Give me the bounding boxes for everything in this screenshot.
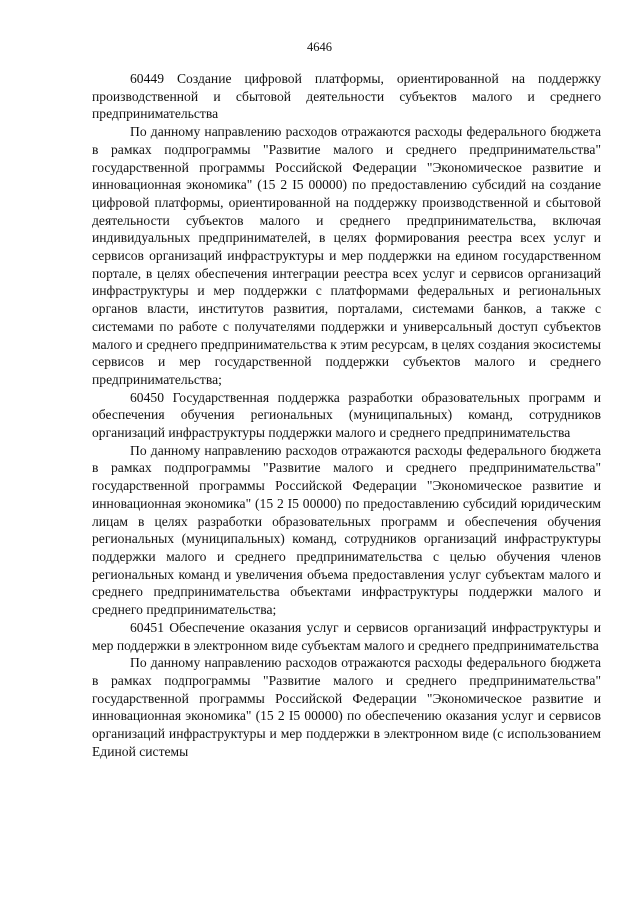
section-heading-60450: 60450 Государственная поддержка разработки образовательных программ и обеспечения обучения региональных (муниципальных) команд, сотрудников организаций инфраструктуры поддержки малого и среднего предпринимательства: [92, 389, 601, 441]
page-number: 4646: [307, 40, 332, 54]
section-heading-60451: 60451 Обеспечение оказания услуг и сервисов организаций инфраструктуры и мер поддержки в электронном виде субъектам малого и среднего предпринимательства: [92, 619, 601, 653]
document-body: [92, 70, 601, 760]
section-text-60450: По данному направлению расходов отражаются расходы федерального бюджета в рамках подпрограммы "Развитие малого и среднего предпринимательства" государственной программы Российской Федерации "Экономическое развитие и инновационная экономика" (15 2 I5 00000) по предоставлению субсидий юридическим лицам в целях разработки образовательных программ и обеспечения обучения региональных (муниципальных) команд, сотрудников организаций инфраструктуры поддержки малого и среднего предпринимательства с целью обучения членов региональных команд и увеличения объема предоставления услуг субъектам малого и среднего предпринимательства объектами инфраструктуры поддержки малого и среднего предпринимательства;: [92, 442, 601, 618]
section-text-60451: По данному направлению расходов отражаются расходы федерального бюджета в рамках подпрограммы "Развитие малого и среднего предпринимательства" государственной программы Российской Федерации "Экономическое развитие и инновационная экономика" (15 2 I5 00000) по обеспечению оказания услуг и сервисов организаций инфраструктуры и мер поддержки в электронном виде (с использованием Единой системы: [92, 655, 601, 759]
section-text-60449: По данному направлению расходов отражаются расходы федерального бюджета в рамках подпрограммы "Развитие малого и среднего предпринимательства" государственной программы Российской Федерации "Экономическое развитие и инновационная экономика" (15 2 I5 00000) по предоставлению субсидий на создание цифровой платформы, ориентированной на поддержку производственной и сбытовой деятельности субъектов малого и среднего предпринимательства, включая индивидуальных предпринимателей, в целях формирования реестра всех услуг и сервисов организаций инфраструктуры и мер поддержки на едином государственном портале, в целях обеспечения интеграции реестра всех услуг и сервисов организаций инфраструктуры и мер поддержки с платформами федеральных и региональных органов власти, институтов развития, порталами, системами банков, а также с системами по работе с получателями поддержки и универсальный доступ субъектов малого и среднего предпринимательства к этим ресурсам, в целях создания экосистемы сервисов и мер государственной поддержки субъектов малого и среднего предпринимательства;: [92, 124, 601, 387]
section-heading-60449: 60449 Создание цифровой платформы, ориентированной на поддержку производственной и сбытовой деятельности субъектов малого и среднего предпринимательства: [92, 71, 601, 122]
